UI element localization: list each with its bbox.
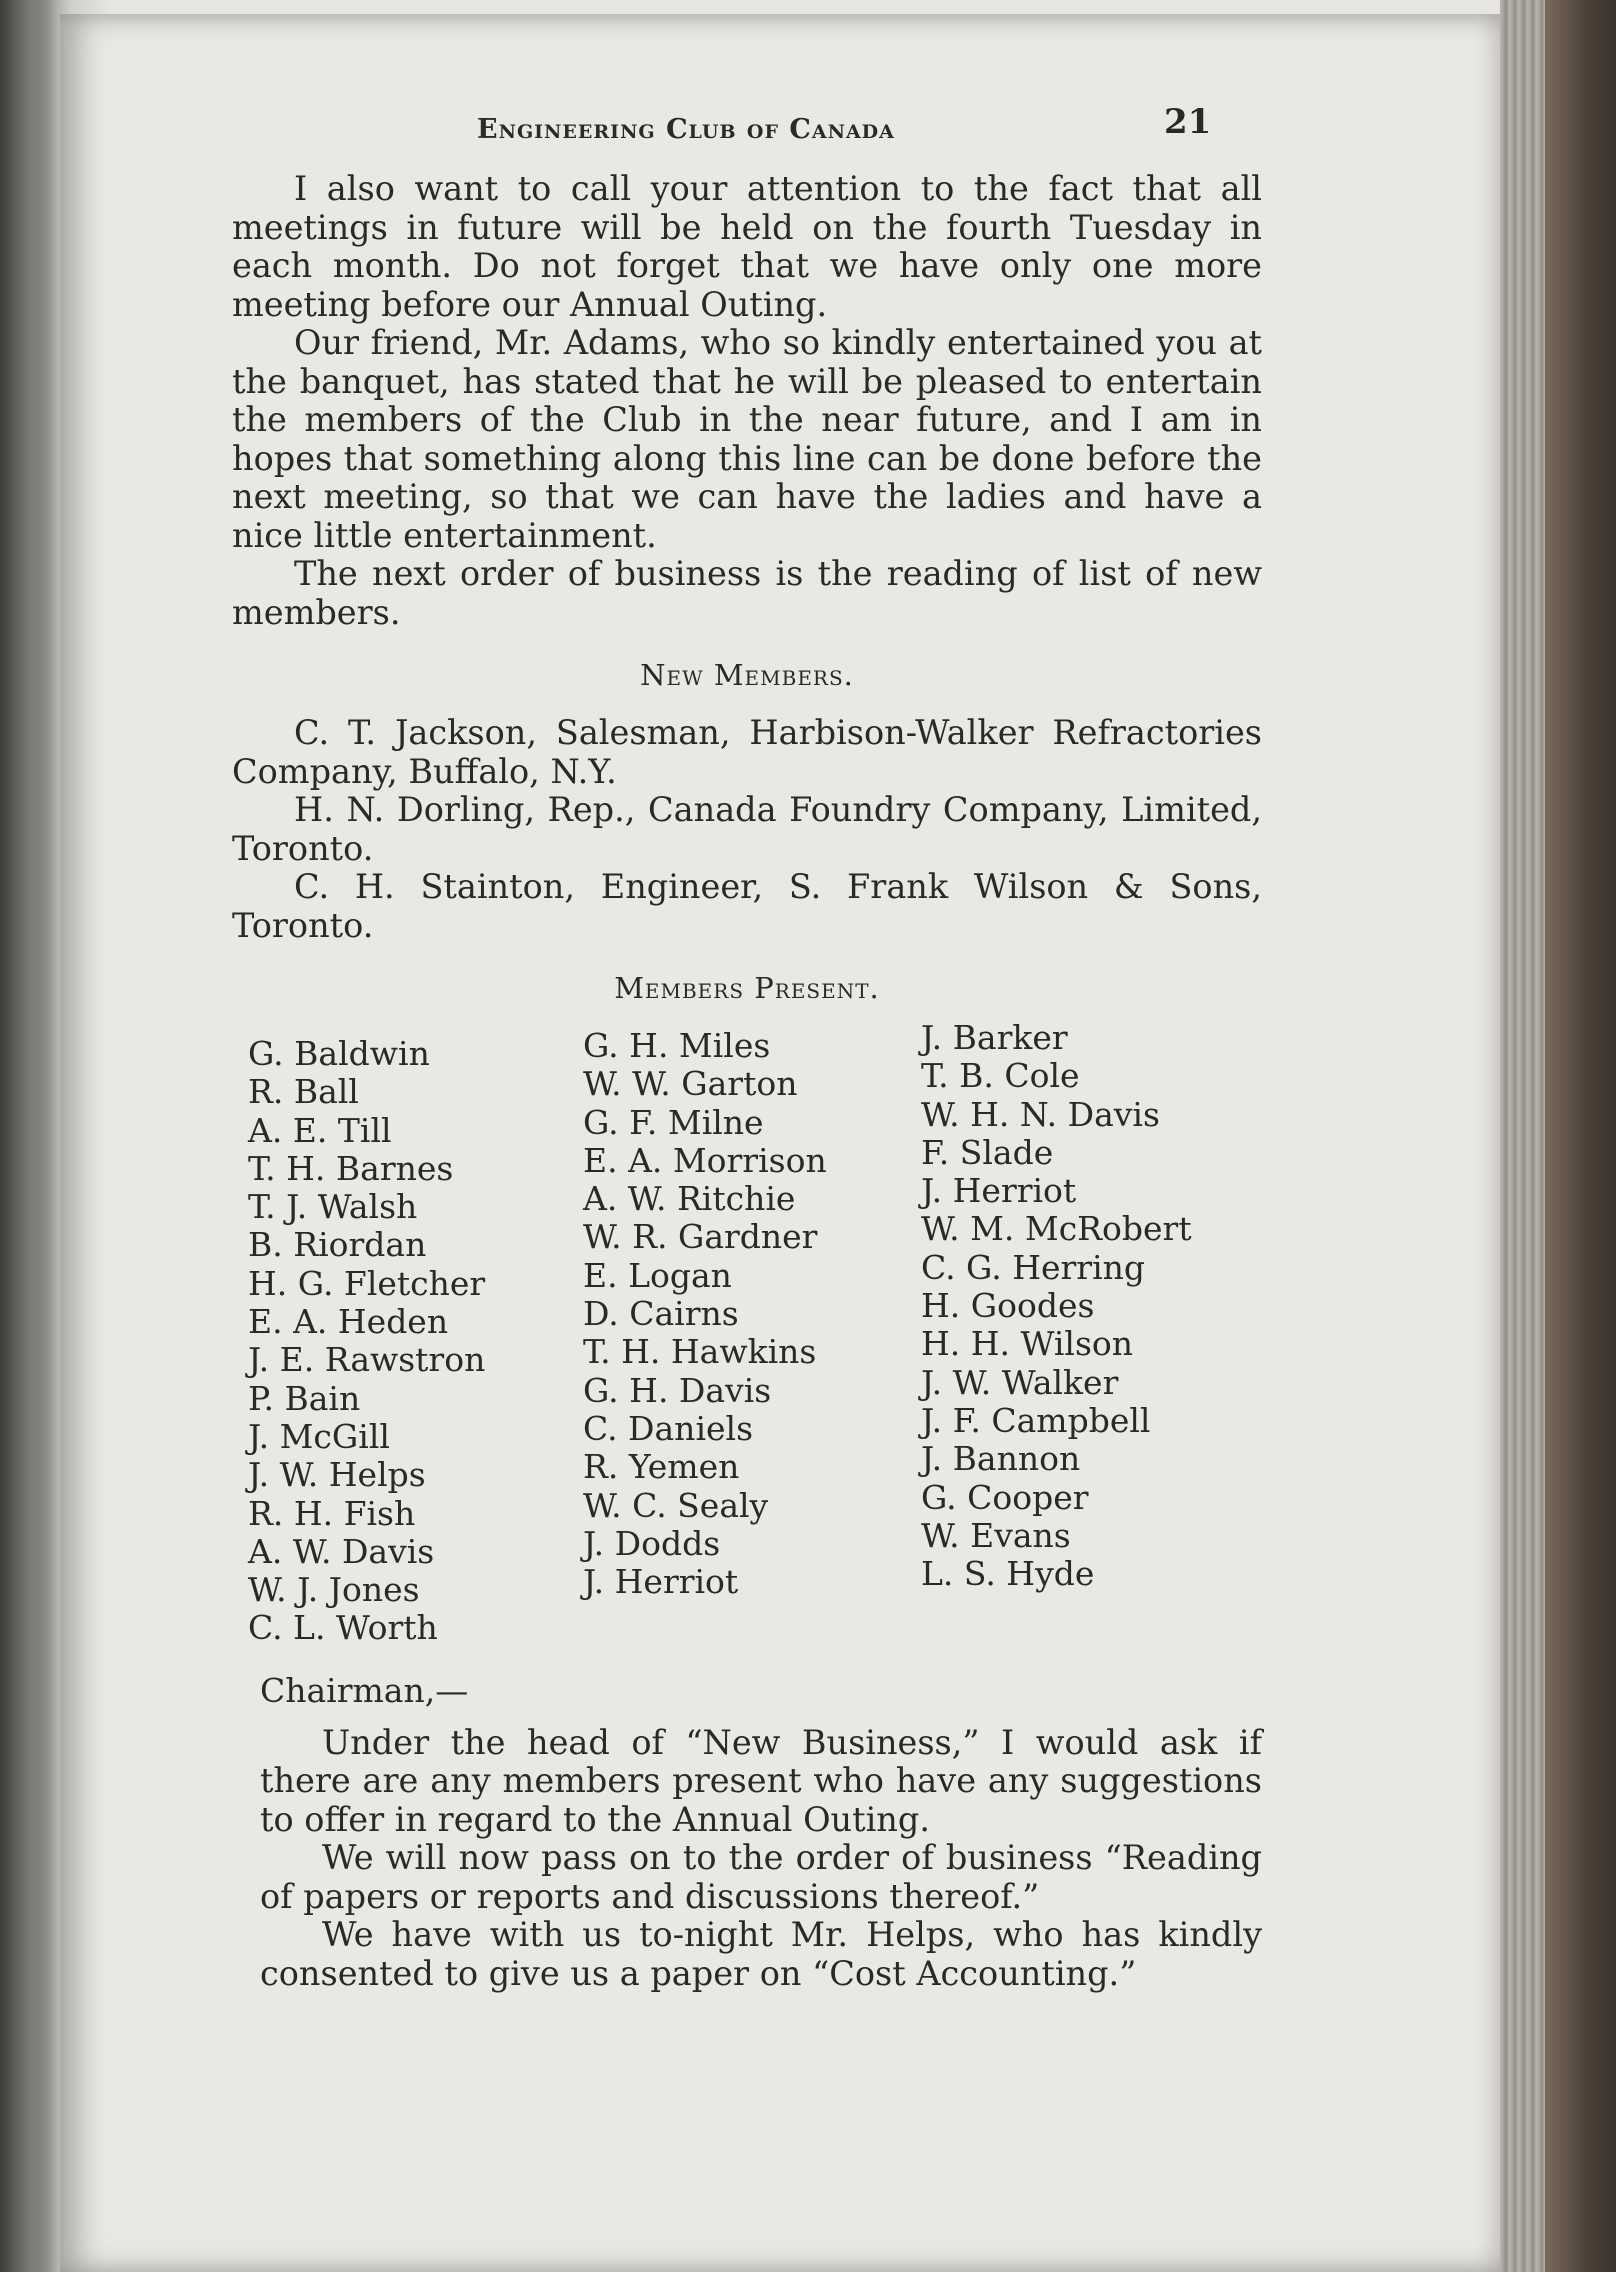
member-name: J. Dodds <box>583 1523 721 1563</box>
chairman-label: Chairman,— <box>260 1670 469 1710</box>
running-title: Engineering Club of Canada <box>477 114 895 145</box>
new-member-entry: C. H. Stainton, Engineer, S. Frank Wilson & Sons, Toronto. <box>232 867 1262 945</box>
member-name: G. Baldwin <box>248 1034 430 1073</box>
member-name: R. Yemen <box>583 1447 740 1487</box>
member-name: J. W. Walker <box>921 1362 1119 1402</box>
member-name: W. J. Jones <box>248 1570 420 1610</box>
paragraph: Under the head of “New Business,” I would ask if there are any members present who have any suggestions to offer in regard to the Annual Outing. <box>260 1722 1262 1839</box>
book-gutter <box>0 0 56 2272</box>
members-column-3 <box>921 1019 1221 1648</box>
member-name: W. Evans <box>921 1515 1071 1555</box>
member-name: E. A. Morrison <box>583 1140 827 1180</box>
members-column-1 <box>248 1035 583 1648</box>
member-name: A. E. Till <box>248 1110 392 1150</box>
member-name: T. H. Hawkins <box>583 1332 817 1372</box>
member-name: J. E. Rawstron <box>248 1340 486 1380</box>
member-name: C. L. Worth <box>248 1608 438 1648</box>
member-name: J. Barker <box>921 1018 1068 1057</box>
members-column-2 <box>583 1027 921 1648</box>
page-content <box>232 100 1262 1993</box>
member-name: W. R. Gardner <box>583 1217 818 1257</box>
member-name: J. Bannon <box>921 1439 1081 1479</box>
paragraph: We will now pass on to the order of business “Reading of papers or reports and discussions thereof.” <box>260 1838 1262 1916</box>
member-name: H. Goodes <box>921 1286 1095 1326</box>
book-cover-edge <box>1545 0 1616 2272</box>
paragraph: I also want to call your attention to the fact that all meetings in future will be held on the fourth Tuesday in each month. Do not forget that we have only one more meeting before our Annual Outing. <box>232 169 1262 324</box>
paragraph: We have with us to-night Mr. Helps, who has kindly consented to give us a paper on “Cost Accounting.” <box>260 1915 1262 1993</box>
member-name: H. H. Wilson <box>921 1324 1134 1364</box>
page-number: 21 <box>1164 102 1212 142</box>
new-members-heading: New Members. <box>640 658 854 692</box>
member-name: G. F. Milne <box>583 1102 764 1142</box>
member-name: J. McGill <box>248 1416 390 1456</box>
member-name: B. Riordan <box>248 1225 427 1265</box>
paragraph: Our friend, Mr. Adams, who so kindly entertained you at the banquet, has stated that he will be pleased to entertain the members of the Club in the near future, and I am in hopes that something along this line can be done before the next meeting, so that we can have the ladies and have a nice little entertainment. <box>232 323 1262 555</box>
member-name: J. Herriot <box>583 1562 739 1602</box>
member-name: R. Ball <box>248 1072 359 1112</box>
member-name: W. M. McRobert <box>921 1209 1192 1249</box>
member-name: C. G. Herring <box>921 1247 1146 1287</box>
member-name: G. H. Miles <box>583 1026 771 1065</box>
paragraph: The next order of business is the reading of list of new members. <box>232 554 1262 632</box>
closing-remarks <box>260 1724 1262 1994</box>
member-name: E. Logan <box>583 1255 732 1295</box>
member-name: G. Cooper <box>921 1477 1089 1517</box>
member-name: F. Slade <box>921 1132 1054 1172</box>
member-name: P. Bain <box>248 1378 361 1418</box>
member-name: L. S. Hyde <box>921 1554 1095 1594</box>
member-name: T. J. Walsh <box>248 1187 418 1227</box>
new-member-entry: H. N. Dorling, Rep., Canada Foundry Company, Limited, Toronto. <box>232 790 1262 868</box>
member-name: J. F. Campbell <box>921 1400 1151 1440</box>
member-name: W. W. Garton <box>583 1064 798 1104</box>
new-member-entry: C. T. Jackson, Salesman, Harbison-Walker Refractories Company, Buffalo, N.Y. <box>232 713 1262 791</box>
members-present-heading: Members Present. <box>614 971 880 1005</box>
member-name: J. W. Helps <box>248 1455 426 1495</box>
member-name: D. Cairns <box>583 1294 739 1334</box>
member-name: G. H. Davis <box>583 1370 772 1410</box>
member-name: W. H. N. Davis <box>921 1094 1160 1134</box>
member-name: T. H. Barnes <box>248 1148 454 1188</box>
member-name: H. G. Fletcher <box>248 1263 486 1303</box>
member-name: A. W. Ritchie <box>583 1179 796 1219</box>
member-name: A. W. Davis <box>248 1531 435 1571</box>
member-name: R. H. Fish <box>248 1493 416 1533</box>
member-name: T. B. Cole <box>921 1056 1080 1096</box>
page-header <box>232 100 1262 170</box>
member-name: W. C. Sealy <box>583 1485 769 1525</box>
member-name: J. Herriot <box>921 1171 1077 1211</box>
member-name: E. A. Heden <box>248 1302 449 1342</box>
member-name: C. Daniels <box>583 1408 754 1448</box>
members-present-list <box>232 1018 1262 1648</box>
